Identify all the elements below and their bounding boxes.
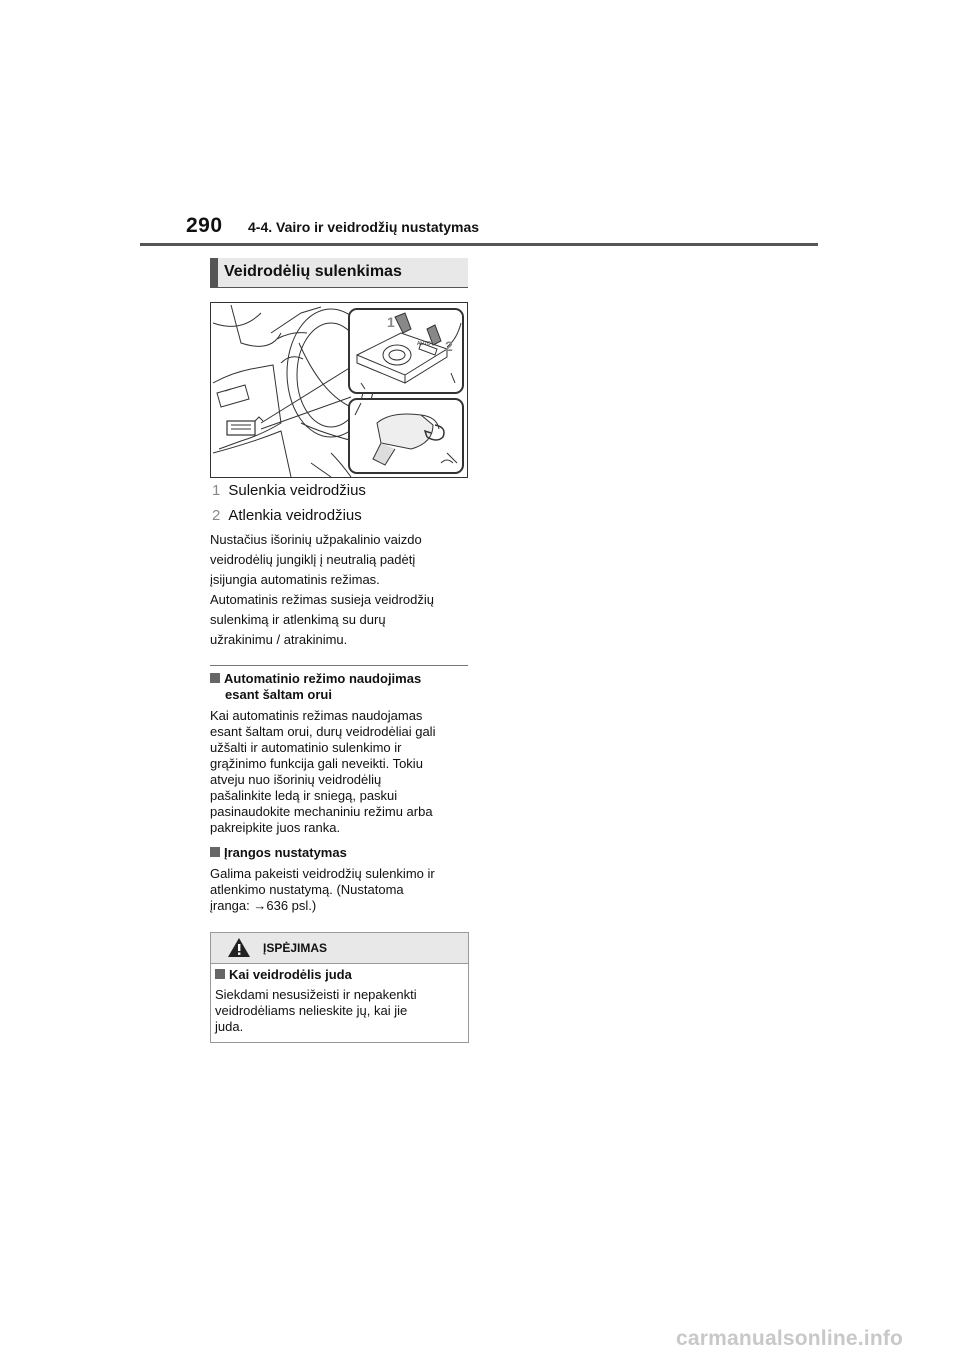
square-bullet-icon — [210, 847, 220, 857]
step-2 — [212, 507, 362, 524]
intro-line: Automatinis režimas susieja veidrodžių — [210, 592, 434, 607]
step-1-number: 1 — [212, 482, 221, 499]
auto-switch-label: AUTO — [417, 341, 431, 347]
intro-line: įsijungia automatinis režimas. — [210, 572, 380, 587]
divider — [210, 665, 468, 666]
footer-watermark: carmanualsonline.info — [676, 1327, 904, 1350]
step-2-text: Atlenkia veidrodžius — [228, 507, 362, 524]
warning-triangle-icon — [227, 937, 251, 963]
warning-subheading — [215, 967, 352, 982]
cold-weather-line: pašalinkite ledą ir sniegą, paskui — [210, 788, 398, 803]
warning-line: juda. — [215, 1019, 244, 1034]
cold-weather-heading — [210, 671, 470, 703]
cold-weather-line: pakreipkite juos ranka. — [210, 820, 341, 835]
warning-line: Siekdami nesusižeisti ir nepakenkti — [215, 987, 417, 1002]
cold-weather-heading-line2: esant šaltam orui — [225, 687, 332, 702]
step-1 — [212, 482, 366, 499]
cold-weather-line: pasinaudokite mechaniniu režimu arba — [210, 804, 433, 819]
warning-header — [211, 933, 468, 964]
warning-body — [215, 987, 460, 1035]
callout-2-label: 2 — [445, 338, 453, 354]
warning-line: veidrodėliams nelieskite jų, kai jie — [215, 1003, 408, 1018]
intro-line: Nustačius išorinių užpakalinio vaizdo — [210, 532, 422, 547]
section-heading-bar — [210, 258, 218, 288]
customization-heading-text: Įrangos nustatymas — [224, 845, 347, 860]
customization-heading — [210, 845, 470, 861]
intro-line: užrakinimu / atrakinimu. — [210, 632, 348, 647]
header-rule — [140, 243, 818, 246]
page-number: 290 — [186, 214, 223, 237]
customization-line: įranga: →636 psl.) — [210, 898, 317, 913]
customization-line: atlenkimo nustatymą. (Nustatoma — [210, 882, 404, 897]
warning-box — [210, 932, 469, 1043]
intro-paragraph — [210, 530, 480, 650]
section-heading-text: Veidrodėlių sulenkimas — [224, 263, 402, 280]
warning-subheading-text: Kai veidrodėlis juda — [229, 967, 352, 982]
chapter-title: 4-4. Vairo ir veidrodžių nustatymas — [248, 219, 480, 235]
cold-weather-body — [210, 708, 475, 836]
callout-1-label: 1 — [387, 314, 395, 330]
warning-title: ĮSPĖJIMAS — [263, 941, 328, 955]
cold-weather-heading-line1: Automatinio režimo naudojimas — [224, 671, 422, 686]
cold-weather-line: Kai automatinis režimas naudojamas — [210, 708, 423, 723]
section-heading — [210, 258, 468, 288]
mirror-fold-illustration — [210, 302, 468, 478]
cold-weather-line: grąžinimo funkcija gali neveikti. Tokiu — [210, 756, 423, 771]
step-1-text: Sulenkia veidrodžius — [228, 482, 366, 499]
cold-weather-line: atveju nuo išorinių veidrodėlių — [210, 772, 382, 787]
cold-weather-line: esant šaltam orui, durų veidrodėliai gali — [210, 724, 436, 739]
intro-line: sulenkimą ir atlenkimą su durų — [210, 612, 386, 627]
step-2-number: 2 — [212, 507, 221, 524]
square-bullet-icon — [215, 969, 225, 979]
customization-line: Galima pakeisti veidrodžių sulenkimo ir — [210, 866, 435, 881]
square-bullet-icon — [210, 673, 220, 683]
customization-body — [210, 866, 475, 914]
intro-line: veidrodėlių jungiklį į neutralią padėtį — [210, 552, 416, 567]
cold-weather-line: užšalti ir automatinio sulenkimo ir — [210, 740, 402, 755]
